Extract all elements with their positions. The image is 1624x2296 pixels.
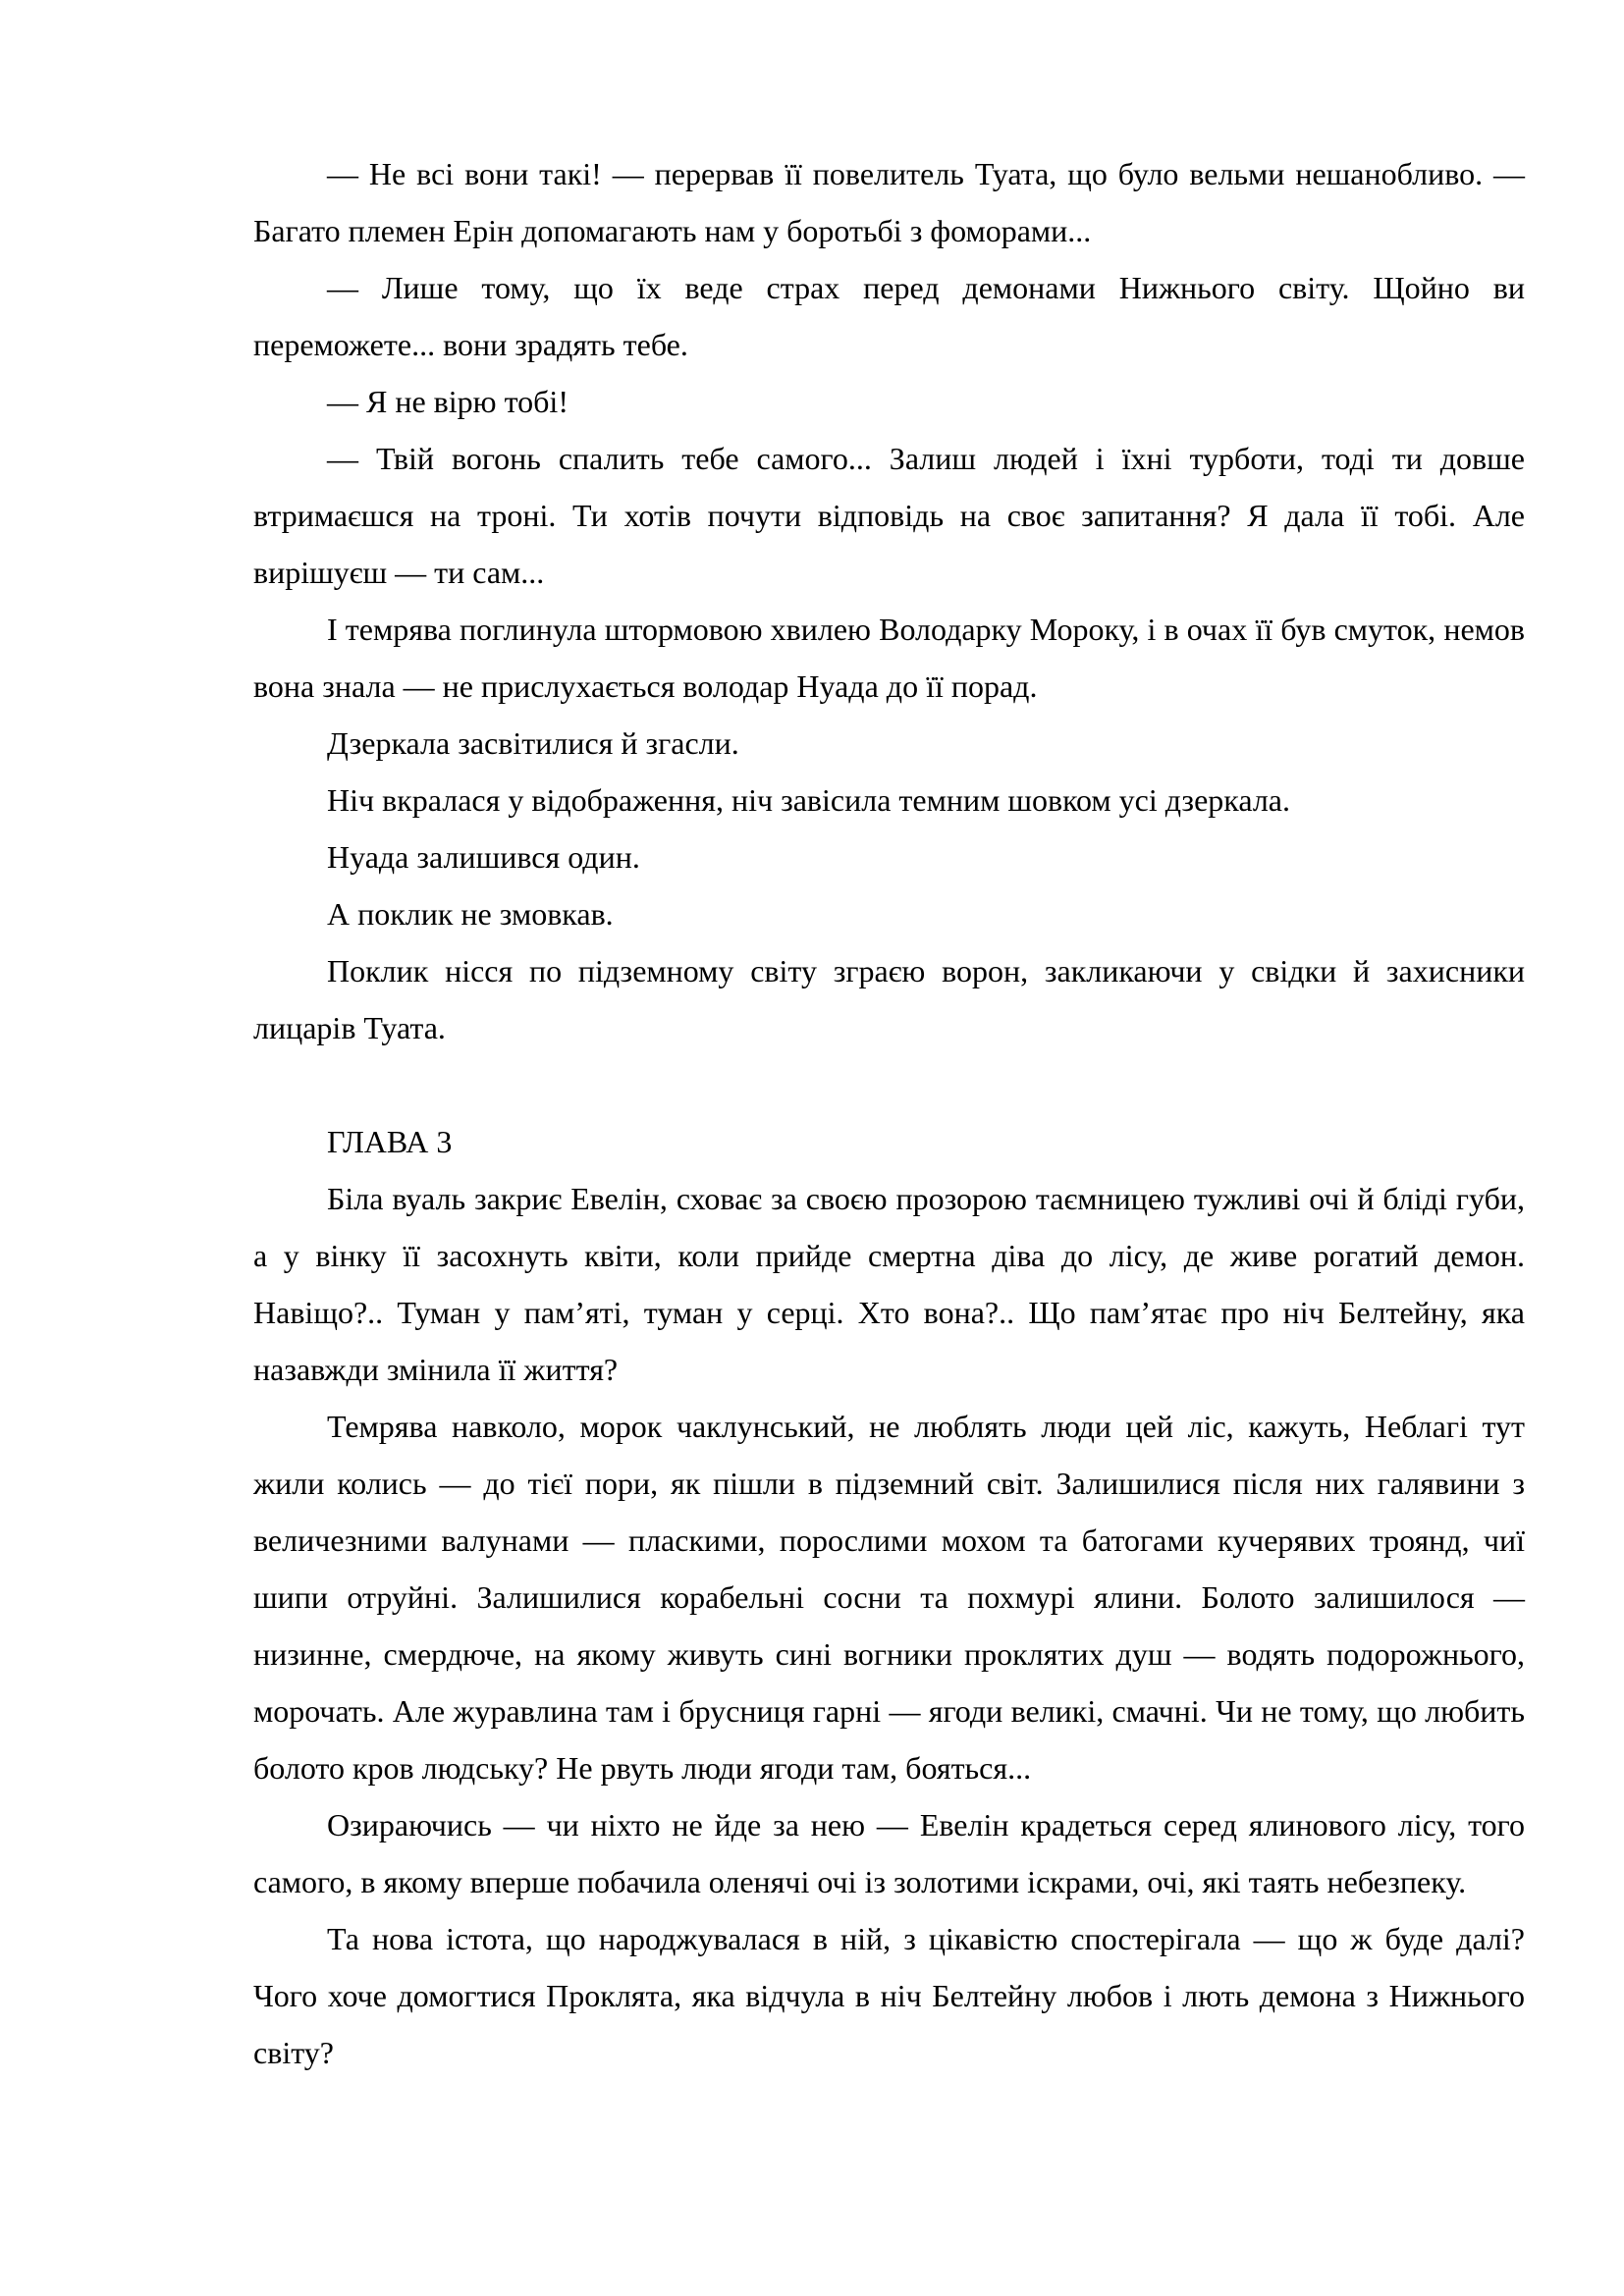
paragraph: — Лише тому, що їх веде страх перед демонами Нижнього світу. Щойно ви переможете... вони зрадять тебе. [253, 270, 1525, 362]
page-body [253, 145, 1525, 2081]
paragraph: Дзеркала засвітилися й згасли. [327, 725, 739, 761]
paragraph: Поклик нісся по підземному світу зграєю ворон, закликаючи у свідки й захисники лицарів Туата. [253, 953, 1525, 1045]
paragraph: Ніч вкралася у відображення, ніч завісила темним шовком усі дзеркала. [327, 782, 1290, 818]
paragraph: — Твій вогонь спалить тебе самого... Залиш людей і їхні турботи, тоді ти довше втримаєшся на троні. Ти хотів почути відповідь на своє запитання? Я дала її тобі. Але вирішуєш — ти сам... [253, 441, 1525, 590]
paragraph: І темрява поглинула штормовою хвилею Володарку Мороку, і в очах її був смуток, немов вона знала — не прислухається володар Нуада до її порад. [253, 612, 1525, 704]
paragraph: — Я не вірю тобі! [327, 384, 568, 419]
paragraph: — Не всі вони такі! — перервав її повелитель Туата, що було вельми нешанобливо. — Багато племен Ерін допомагають нам у боротьбі з фоморами... [253, 156, 1525, 248]
paragraph: Та нова істота, що народжувалася в ній, з цікавістю спостерігала — що ж буде далі? Чого хоче домогтися Проклята, яка відчула в ніч Белтейну любов і лють демона з Нижнього світу? [253, 1921, 1525, 2070]
paragraph: Озираючись — чи ніхто не йде за нею — Евелін крадеться серед ялинового лісу, того самого, в якому вперше побачила оленячі очі із золотими іскрами, очі, які таять небезпеку. [253, 1807, 1525, 1899]
paragraph: А поклик не змовкав. [327, 896, 614, 932]
chapter-heading: ГЛАВА 3 [327, 1124, 453, 1159]
paragraph: Біла вуаль закриє Евелін, сховає за своєю прозорою таємницею тужливі очі й бліді губи, а у вінку її засохнуть квіти, коли прийде смертна діва до лісу, де живе рогатий демон. Навіщо?.. Туман у пам’яті, туман у серці. Хто вона?.. Що пам’ятає про ніч Белтейну, яка назавжди змінила її життя? [253, 1181, 1525, 1387]
paragraph: Темрява навколо, морок чаклунський, не люблять люди цей ліс, кажуть, Неблагі тут жили колись — до тієї пори, як пішли в підземний світ. Залишилися після них галявини з величезними валунами — пласкими, порослими мохом та батогами кучерявих троянд, чиї шипи отруйні. Залишилися корабельні сосни та похмурі ялини. Болото залишилося — низинне, смердюче, на якому живуть сині вогники проклятих душ — водять подорожнього, морочать. Але журавлина там і брусниця гарні — ягоди великі, смачні. Чи не тому, що любить болото кров людську? Не рвуть люди ягоди там, бояться... [253, 1409, 1525, 1786]
paragraph: Нуада залишився один. [327, 839, 640, 875]
